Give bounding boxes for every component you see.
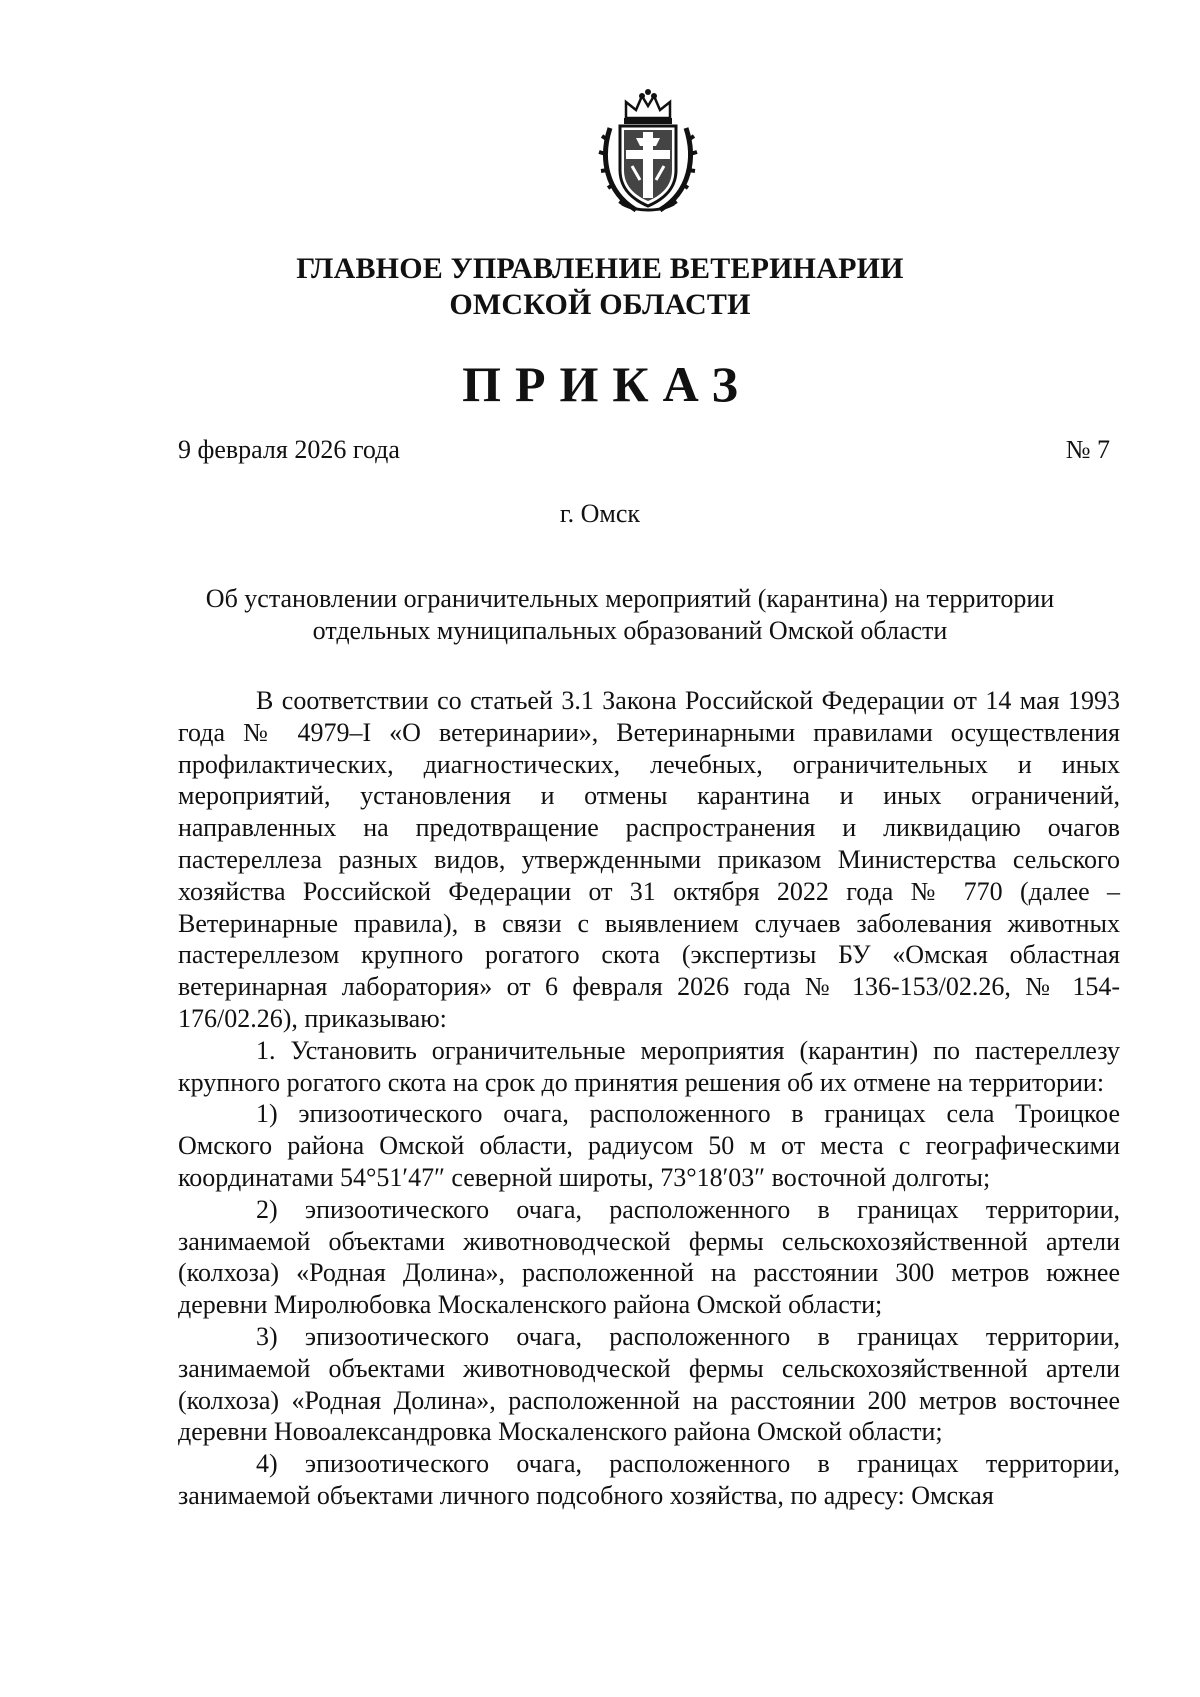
omsk-region-coat-of-arms-icon (596, 88, 700, 216)
clause-1: 1. Установить ограничительные мероприятия (карантин) по пастереллезу крупного рогатого скота на срок до принятия решения об их отмене на территории: (178, 1035, 1120, 1097)
order-date: 9 февраля 2026 года (178, 435, 400, 464)
subclause-4: 4) эпизоотического очага, расположенного в границах территории, занимаемой объектами личного подсобного хозяйства, по адресу: Омская (178, 1449, 1120, 1510)
subject-line1: Об установлении ограничительных мероприятий (карантина) на территории (205, 584, 1055, 613)
preamble-paragraph: В соответствии со статьей 3.1 Закона Российской Федерации от 14 мая 1993 года № 4979–I «О ветеринарии», Ветеринарными правилами осуществления профилактических, диагностических, лечебных, ограничительных и иных мероприятий, установления и отмены карантина и иных ограничений, направленных на предотвращение распространения и ликвидацию очагов пастереллеза разных видов, утвержденными приказом Министерства сельского хозяйства Российской Федерации от 31 октября 2022 года № 770 (далее – Ветеринарные правила), в связи с выявлением случаев заболевания животных пастереллезом крупного рогатого скота (экспертизы БУ «Омская областная ветеринарная лаборатория» от 6 февраля 2026 года № 136-153/02.26, № 154-176/02.26), приказываю: (178, 686, 1120, 1033)
subject-line2: отдельных муниципальных образований Омской области (312, 616, 948, 645)
document-type-title: ПРИКАЗ (462, 356, 752, 412)
order-subject (150, 583, 1110, 647)
order-number: № 7 (1065, 435, 1110, 464)
order-city: г. Омск (559, 499, 641, 528)
subclause-3: 3) эпизоотического очага, расположенного в границах территории, занимаемой объектами животноводческой фермы сельскохозяйственной артели (колхоза) «Родная Долина», расположенной на расстоянии 200 метров восточнее деревни Новоалександровка Москаленского района Омской области; (178, 1321, 1120, 1447)
subclause-1: 1) эпизоотического очага, расположенного в границах села Троицкое Омского района Омской области, радиусом 50 м от места с географическими координатами 54°51′47″ северной широты, 73°18′03″ восточной долготы; (178, 1099, 1120, 1192)
subclause-2: 2) эпизоотического очага, расположенного в границах территории, занимаемой объектами животноводческой фермы сельскохозяйственной артели (колхоза) «Родная Долина», расположенной на расстоянии 300 метров южнее деревни Миролюбовка Москаленского района Омской области; (178, 1194, 1120, 1320)
organization-name-line1: ГЛАВНОЕ УПРАВЛЕНИЕ ВЕТЕРИНАРИИ (296, 252, 904, 285)
organization-name-line2: ОМСКОЙ ОБЛАСТИ (449, 288, 751, 321)
order-body (178, 685, 1120, 1512)
